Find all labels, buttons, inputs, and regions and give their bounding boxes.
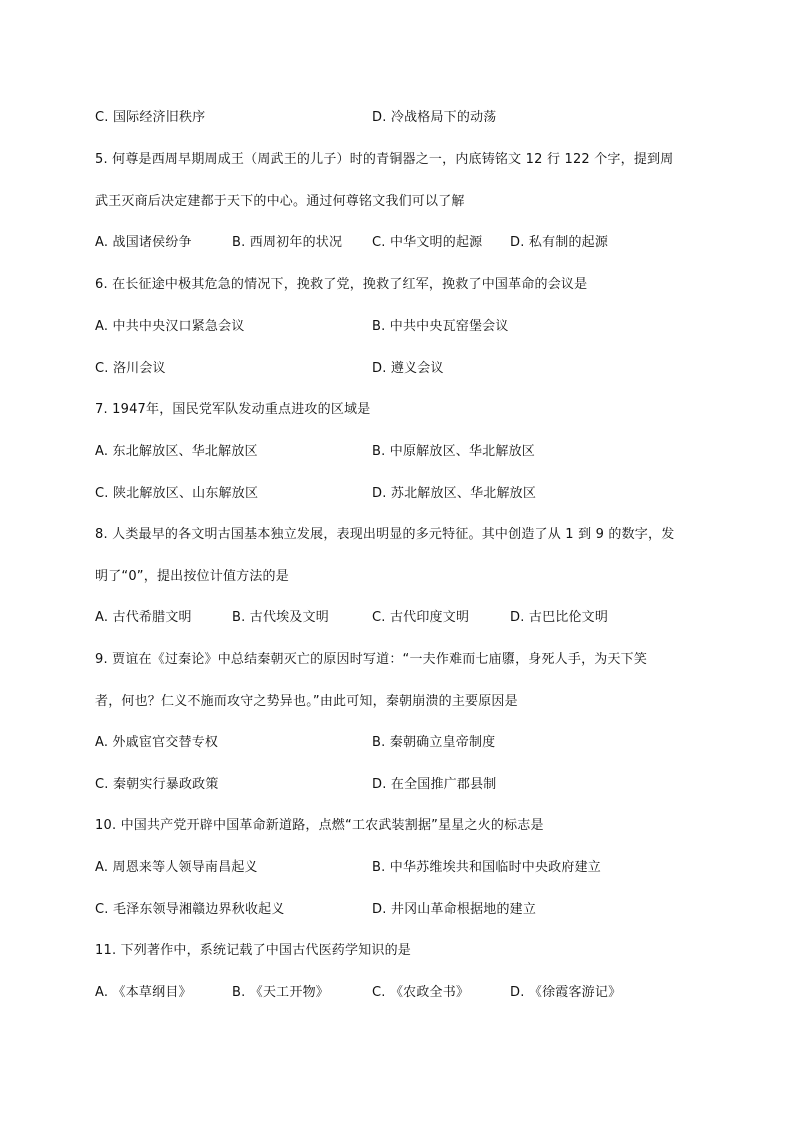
question-stem-line: 5. 何尊是西周早期周成王（周武王的儿子）时的青铜器之一，内底铸铭文 12 行 122 个字，提到周	[95, 152, 674, 167]
question-stem-line: 11. 下列著作中，系统记载了中国古代医药学知识的是	[95, 943, 412, 958]
question-stem-line: 武王灭商后决定建都于天下的中心。通过何尊铭文我们可以了解	[95, 194, 465, 209]
question-stem-line: 6. 在长征途中极其危急的情况下，挽救了党，挽救了红军，挽救了中国革命的会议是	[95, 277, 588, 292]
option-c: C. 古代印度文明	[372, 610, 470, 625]
option-d: D. 《徐霞客游记》	[510, 985, 622, 1000]
option-c: C. 国际经济旧秩序	[95, 110, 206, 125]
option-a: A. 中共中央汉口紧急会议	[95, 319, 245, 334]
option-c: C. 毛泽东领导湘赣边界秋收起义	[95, 902, 285, 917]
option-b: B. 中华苏维埃共和国临时中央政府建立	[372, 860, 601, 875]
option-b: B. 西周初年的状况	[232, 235, 343, 250]
option-d: D. 井冈山革命根据地的建立	[372, 902, 537, 917]
option-a: A. 古代希腊文明	[95, 610, 192, 625]
option-d: D. 在全国推广郡县制	[372, 777, 497, 792]
option-b: B. 《天工开物》	[232, 985, 329, 1000]
option-c: C. 《农政全书》	[372, 985, 470, 1000]
option-a: A. 战国诸侯纷争	[95, 235, 192, 250]
option-c: C. 陕北解放区、山东解放区	[95, 486, 259, 501]
option-d: D. 古巴比伦文明	[510, 610, 609, 625]
option-b: B. 秦朝确立皇帝制度	[372, 735, 496, 750]
option-d: D. 冷战格局下的动荡	[372, 110, 497, 125]
question-stem-line: 明了“0”，提出按位计值方法的是	[95, 569, 289, 584]
question-stem-line: 10. 中国共产党开辟中国革命新道路，点燃“工农武装割据”星星之火的标志是	[95, 818, 544, 833]
option-a: A. 《本草纲目》	[95, 985, 192, 1000]
option-c: C. 秦朝实行暴政政策	[95, 777, 219, 792]
option-b: B. 中原解放区、华北解放区	[372, 444, 535, 459]
option-b: B. 古代埃及文明	[232, 610, 329, 625]
option-d: D. 苏北解放区、华北解放区	[372, 486, 537, 501]
question-stem-line: 者，何也？仁义不施而攻守之势异也。”由此可知，秦朝崩溃的主要原因是	[95, 694, 518, 709]
question-stem-line: 9. 贾谊在《过秦论》中总结秦朝灭亡的原因时写道：“一夫作难而七庙隳，身死人手，为天下笑	[95, 652, 648, 667]
option-d: D. 遵义会议	[372, 361, 444, 376]
option-a: A. 东北解放区、华北解放区	[95, 444, 258, 459]
question-stem-line: 8. 人类最早的各文明古国基本独立发展，表现出明显的多元特征。其中创造了从 1 到 9 的数字，发	[95, 527, 675, 542]
option-c: C. 中华文明的起源	[372, 235, 483, 250]
question-stem-line: 7. 1947年，国民党军队发动重点进攻的区域是	[95, 402, 371, 417]
option-c: C. 洛川会议	[95, 361, 166, 376]
option-a: A. 周恩来等人领导南昌起义	[95, 860, 258, 875]
option-a: A. 外戚宦官交替专权	[95, 735, 219, 750]
option-d: D. 私有制的起源	[510, 235, 609, 250]
option-b: B. 中共中央瓦窑堡会议	[372, 319, 509, 334]
